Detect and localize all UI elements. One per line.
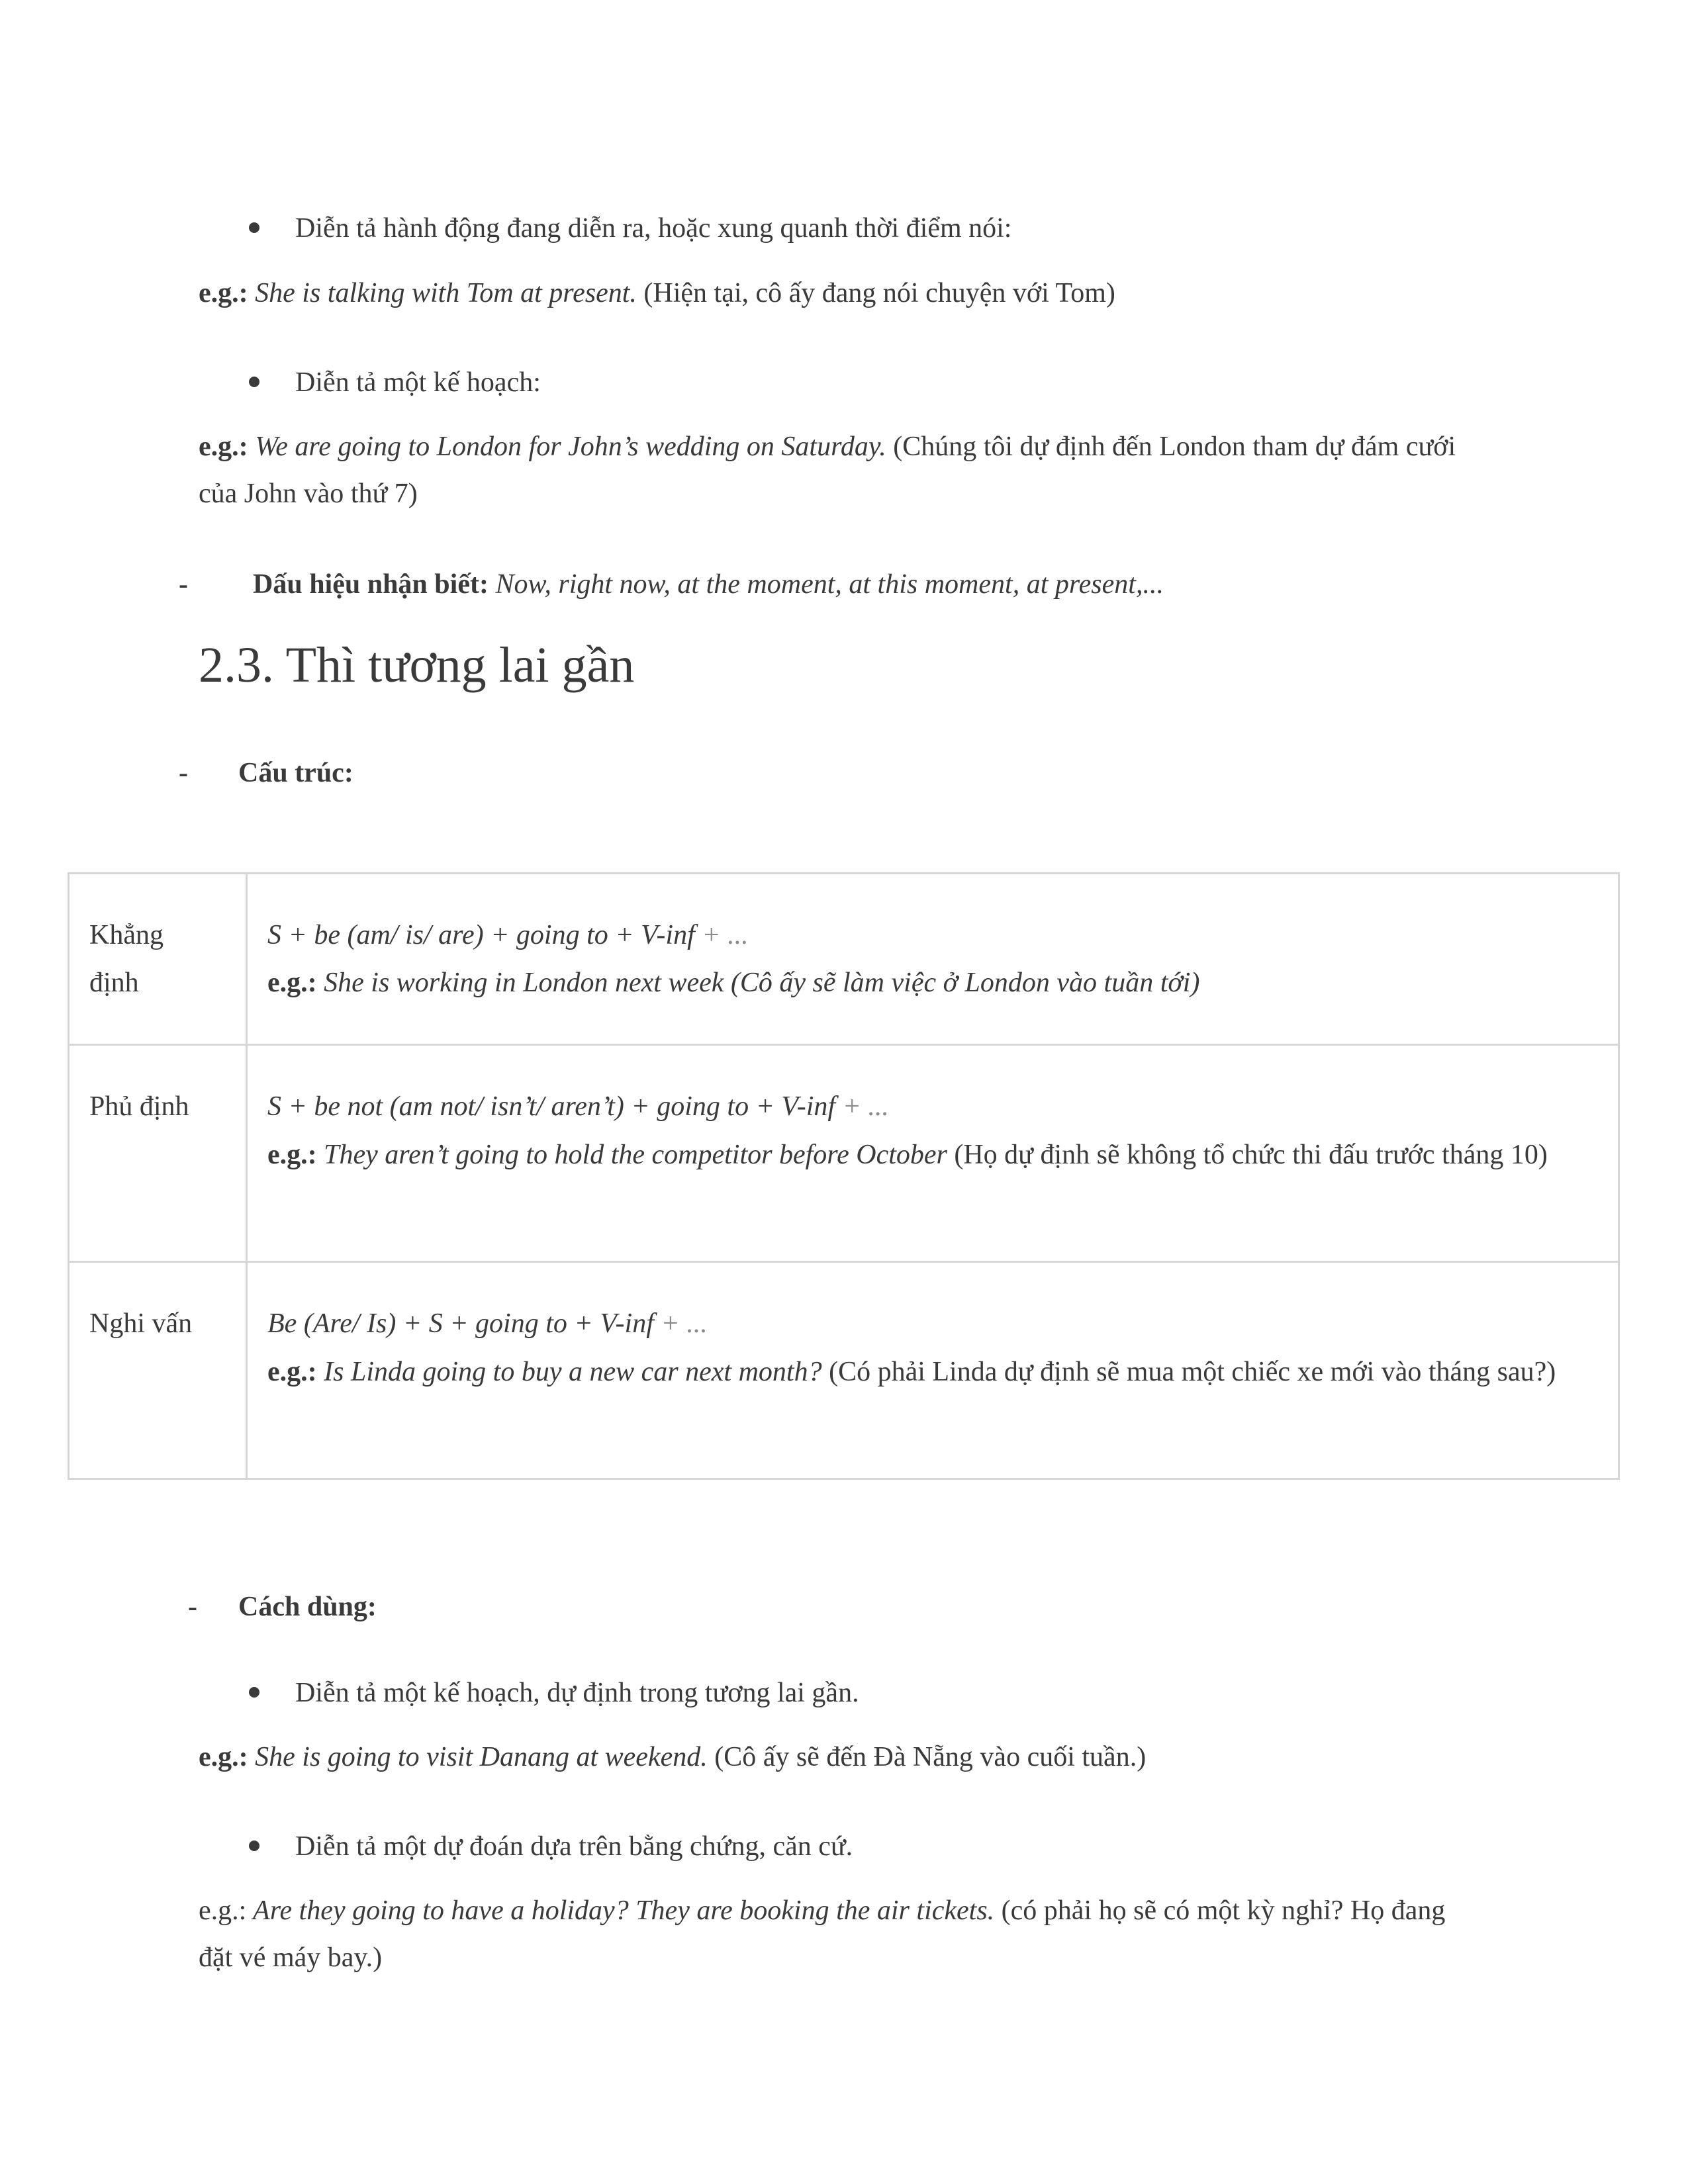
signs-text: Now, right now, at the moment, at this moment, at present,... [488,569,1164,600]
example-paragraph [199,1888,1456,1982]
example-line [267,1131,1598,1179]
formula: S + be not (am not/ isn’t/ aren’t) + going to + V-inf [267,1091,836,1122]
example-translation: (Họ dự định sẽ không tổ chức thi đấu trước tháng 10) [947,1139,1548,1170]
type-label: Nghi vấn [89,1308,193,1340]
bullet-text: Diễn tả một dự đoán dựa trên bằng chứng, căn cứ. [295,1831,853,1862]
example-english: She is working in London next week (Cô ấy sẽ làm việc ở London vào tuần tới) [316,968,1200,999]
example-translation: (Có phải Linda dự định sẽ mua một chiếc xe mới vào tháng sau?) [821,1356,1556,1387]
formula-line [267,1083,1598,1130]
eg-label: e.g.: [199,1895,247,1926]
formula-line [267,1300,1598,1347]
eg-label: e.g.: [199,278,248,308]
table-row [69,1045,1619,1262]
bullet-icon [249,377,259,387]
usage-label-text: Cách dùng: [238,1592,377,1622]
example-translation: (có phải họ sẽ có một kỳ nghỉ? Họ đang đặt vé máy bay.) [199,1895,1446,1974]
example-english: They aren’t going to hold the competitor before October [316,1139,947,1170]
dash-marker: - [188,1592,197,1622]
bullet-icon [249,1841,259,1851]
example-english: Are they going to have a holiday? They are booking the air tickets. [246,1895,995,1926]
example-translation: (Hiện tại, cô ấy đang nói chuyện với Tom) [636,278,1115,308]
example-english: She is going to visit Danang at weekend. [248,1742,708,1772]
example-english: We are going to London for John’s wedding on Saturday. [255,432,886,462]
example-paragraph [199,1734,1489,1781]
type-label: Khẳng định [89,920,164,999]
bullet-text: Diễn tả một kế hoạch: [295,367,541,398]
formula-tail: + ... [653,1308,708,1340]
structure-cell [247,1045,1619,1262]
structure-table [68,872,1620,1480]
formula-tail: + ... [694,920,749,950]
signs-label: Dấu hiệu nhận biết: [253,569,489,600]
example-translation: (Cô ấy sẽ đến Đà Nẵng vào cuối tuần.) [707,1742,1147,1772]
section-heading: 2.3. Thì tương lai gần [199,637,635,693]
bullet-text: Diễn tả một kế hoạch, dự định trong tương lai gần. [295,1678,859,1708]
dash-marker: - [179,758,188,788]
eg-label: e.g.: [267,1356,317,1387]
formula: S + be (am/ is/ are) + going to + V-inf [267,920,695,950]
eg-label: e.g.: [267,968,317,999]
type-cell [69,1262,247,1479]
dash-marker: - [179,569,188,600]
formula-line [267,911,1598,959]
example-english: Is Linda going to buy a new car next month? [316,1356,822,1387]
bullet-text: Diễn tả hành động đang diễn ra, hoặc xung quanh thời điểm nói: [295,213,1012,244]
table-row [69,1262,1619,1479]
example-english: She is talking with Tom at present. [255,278,637,308]
type-label: Phủ định [89,1091,189,1122]
example-translation: (Chúng tôi dự định đến London tham dự đám cưới của John vào thứ 7) [199,432,1456,510]
example-line [267,959,1598,1007]
structure-label-text: Cấu trúc: [238,758,353,788]
example-paragraph [199,424,1476,518]
example-paragraph [199,270,1489,317]
formula: Be (Are/ Is) + S + going to + V-inf [267,1308,654,1340]
table-row [69,874,1619,1045]
type-cell [69,874,247,1045]
eg-label: e.g.: [199,432,248,462]
eg-label: e.g.: [199,1742,248,1772]
type-cell [69,1045,247,1262]
formula-tail: + ... [835,1091,889,1122]
example-line [267,1348,1598,1396]
structure-cell [247,874,1619,1045]
structure-cell [247,1262,1619,1479]
eg-label: e.g.: [267,1139,317,1170]
bullet-icon [249,1687,259,1698]
bullet-icon [249,222,259,233]
